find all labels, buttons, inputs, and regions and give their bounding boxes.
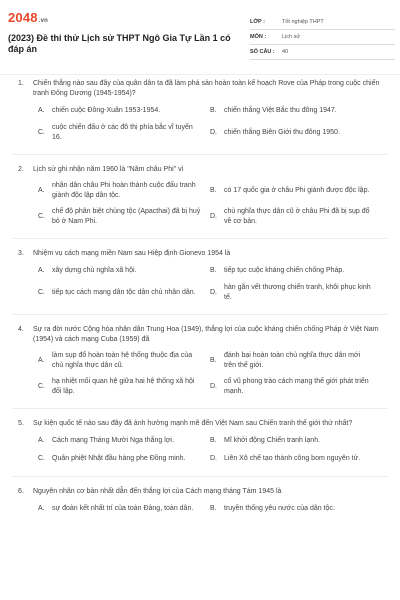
- question-number: 1.: [18, 80, 24, 87]
- option-letter: A.: [38, 357, 45, 364]
- option-letter: C.: [38, 383, 45, 390]
- question-divider: [12, 238, 388, 239]
- question-number: 6.: [18, 488, 24, 495]
- answer-options: [0, 503, 400, 515]
- question-number: 5.: [18, 420, 24, 427]
- answer-options: [0, 181, 400, 227]
- option-text: chiến thắng Việt Bắc thu đông 1947.: [224, 107, 337, 114]
- answer-options: [0, 351, 400, 397]
- option-letter: B.: [210, 187, 217, 194]
- question-text: Nhiệm vụ cách mạng miền Nam sau Hiệp định Gionevo 1954 là: [33, 250, 231, 257]
- question-divider: [12, 154, 388, 155]
- meta-label: SỐ CÂU :: [250, 49, 275, 55]
- option-text: sự đoàn kết nhất trí của toàn Đảng, toàn dân.: [52, 505, 194, 512]
- meta-value: 40: [282, 49, 289, 55]
- answer-option-c[interactable]: [38, 283, 210, 303]
- question-divider: [12, 408, 388, 409]
- option-letter: C.: [38, 129, 45, 136]
- question-divider: [12, 476, 388, 477]
- question-text: Chiến thắng nào sau đây của quân dân ta đã làm phá sản hoàn toàn kế hoạch Rove của Pháp trong cuộc chiến tranh Đông Dương (1945-1954)?: [33, 80, 380, 97]
- option-text: Cách mạng Tháng Mười Nga thắng lợi.: [52, 437, 174, 444]
- answer-option-d[interactable]: [210, 377, 382, 397]
- answer-option-a[interactable]: [38, 105, 210, 117]
- option-letter: D.: [210, 289, 217, 296]
- answer-option-d[interactable]: [210, 123, 382, 143]
- option-text: cuộc chiến đấu ở các đô thị phía bắc vĩ tuyến 16.: [52, 124, 193, 141]
- option-text: tiếp tục cuộc kháng chiến chống Pháp.: [224, 267, 345, 274]
- option-text: chủ nghĩa thực dân cũ ở châu Phi đã bị sụp đổ về cơ bản.: [224, 208, 370, 225]
- question-6: [0, 487, 400, 515]
- answer-option-a[interactable]: [38, 265, 210, 277]
- option-text: chiến thắng Biên Giới thu đông 1950.: [224, 129, 340, 136]
- option-letter: B.: [210, 505, 217, 512]
- meta-value: Lịch sử: [282, 34, 301, 40]
- option-text: cổ vũ phong trào cách mạng thế giới phát triển mạnh.: [224, 378, 369, 395]
- question-number: 2.: [18, 166, 24, 173]
- header-divider: [0, 74, 400, 75]
- question-text: Sự ra đời nước Cộng hòa nhân dân Trung Hoa (1949), thắng lợi của cuộc kháng chiến chống Pháp ở Việt Nam (1954) và cách mạng Cuba (1959) đã: [33, 326, 379, 343]
- option-text: đánh bại hoàn toàn chủ nghĩa thực dân mới trên thế giới.: [224, 352, 361, 369]
- question-4: [0, 325, 400, 397]
- answer-option-c[interactable]: [38, 207, 210, 227]
- option-text: nhân dân châu Phi hoàn thành cuộc đấu tranh giành độc lập dân tộc.: [52, 182, 196, 199]
- logo-suffix: .vn: [38, 18, 49, 24]
- question-1: [0, 79, 400, 143]
- answer-option-a[interactable]: [38, 181, 210, 201]
- option-letter: C.: [38, 455, 45, 462]
- answer-options: [0, 435, 400, 465]
- answer-option-d[interactable]: [210, 453, 382, 465]
- question-stem: [0, 325, 400, 345]
- question-stem: [0, 419, 400, 429]
- meta-label: MÔN :: [250, 34, 267, 40]
- option-letter: D.: [210, 129, 217, 136]
- question-stem: [0, 249, 400, 259]
- question-stem: [0, 487, 400, 497]
- option-text: hàn gắn vết thương chiến tranh, khôi phục kinh tế.: [224, 284, 371, 301]
- option-letter: C.: [38, 289, 45, 296]
- logo-text: 2048: [8, 10, 38, 25]
- option-letter: A.: [38, 437, 45, 444]
- meta-value: Tốt nghiệp THPT: [282, 19, 324, 25]
- meta-row-count: [250, 45, 395, 60]
- question-number: 3.: [18, 250, 24, 257]
- option-letter: D.: [210, 213, 217, 220]
- question-3: [0, 249, 400, 303]
- question-divider: [12, 314, 388, 315]
- option-letter: A.: [38, 187, 45, 194]
- option-text: Mĩ khởi động Chiến tranh lạnh.: [224, 437, 321, 444]
- answer-option-d[interactable]: [210, 207, 382, 227]
- answer-option-a[interactable]: [38, 435, 210, 447]
- answer-options: [0, 265, 400, 303]
- option-text: truyền thống yêu nước của dân tộc.: [224, 505, 335, 512]
- answer-option-b[interactable]: [210, 181, 382, 201]
- option-text: chiến cuộc Đông-Xuân 1953-1954.: [52, 107, 161, 114]
- option-text: có 17 quốc gia ở châu Phi giành được độc lập.: [224, 187, 370, 194]
- option-text: chế độ phân biệt chủng tộc (Apacthai) đã bị huỷ bỏ ở Nam Phi.: [52, 208, 201, 225]
- option-letter: C.: [38, 213, 45, 220]
- option-letter: A.: [38, 107, 45, 114]
- option-letter: B.: [210, 437, 217, 444]
- question-text: Nguyên nhân cơ bản nhất dẫn đến thắng lợi của Cách mạng tháng Tám 1945 là: [33, 488, 282, 495]
- option-letter: D.: [210, 383, 217, 390]
- question-stem: [0, 79, 400, 99]
- question-text: Lịch sử ghi nhận năm 1960 là "Năm châu Phi" vì: [33, 166, 184, 173]
- answer-options: [0, 105, 400, 143]
- option-text: tiếp tục cách mạng dân tộc dân chủ nhân dân.: [52, 289, 196, 296]
- meta-label: LỚP :: [250, 19, 265, 25]
- option-letter: A.: [38, 267, 45, 274]
- answer-option-a[interactable]: [38, 503, 210, 515]
- answer-option-c[interactable]: [38, 123, 210, 143]
- question-2: [0, 165, 400, 227]
- page-title: (2023) Đề thi thử Lịch sử THPT Ngô Gia Tự Lần 1 có đáp án: [8, 33, 231, 54]
- option-text: xây dựng chủ nghĩa xã hội.: [52, 267, 137, 274]
- option-letter: B.: [210, 267, 217, 274]
- exam-meta-table: [250, 15, 395, 60]
- answer-option-c[interactable]: [38, 453, 210, 465]
- option-text: Quân phiệt Nhật đầu hàng phe Đồng minh.: [52, 455, 186, 462]
- question-number: 4.: [18, 326, 24, 333]
- answer-option-b[interactable]: [210, 503, 382, 515]
- answer-option-b[interactable]: [210, 265, 382, 277]
- option-letter: B.: [210, 107, 217, 114]
- page-header: [0, 0, 400, 72]
- answer-option-b[interactable]: [210, 105, 382, 117]
- site-logo[interactable]: [8, 10, 48, 25]
- question-5: [0, 419, 400, 465]
- option-text: hạ nhiệt mối quan hệ giữa hai hệ thống xã hội đối lập.: [52, 378, 195, 395]
- option-letter: A.: [38, 505, 45, 512]
- answer-option-d[interactable]: [210, 283, 382, 303]
- answer-option-c[interactable]: [38, 377, 210, 397]
- option-letter: B.: [210, 357, 217, 364]
- meta-row-subject: [250, 30, 395, 45]
- answer-option-a[interactable]: [38, 351, 210, 371]
- question-stem: [0, 165, 400, 175]
- question-list: [0, 79, 400, 526]
- answer-option-b[interactable]: [210, 351, 382, 371]
- question-text: Sự kiện quốc tế nào sau đây đã ảnh hưởng mạnh mẽ đến Việt Nam sau Chiến tranh thế giới thứ nhất?: [33, 420, 353, 427]
- option-text: làm sụp đổ hoàn toàn hệ thống thuộc địa của chủ nghĩa thực dân cũ.: [52, 352, 193, 369]
- meta-row-class: [250, 15, 395, 30]
- option-text: Liên Xô chế tạo thành công bom nguyên tử.: [224, 455, 361, 462]
- answer-option-b[interactable]: [210, 435, 382, 447]
- option-letter: D.: [210, 455, 217, 462]
